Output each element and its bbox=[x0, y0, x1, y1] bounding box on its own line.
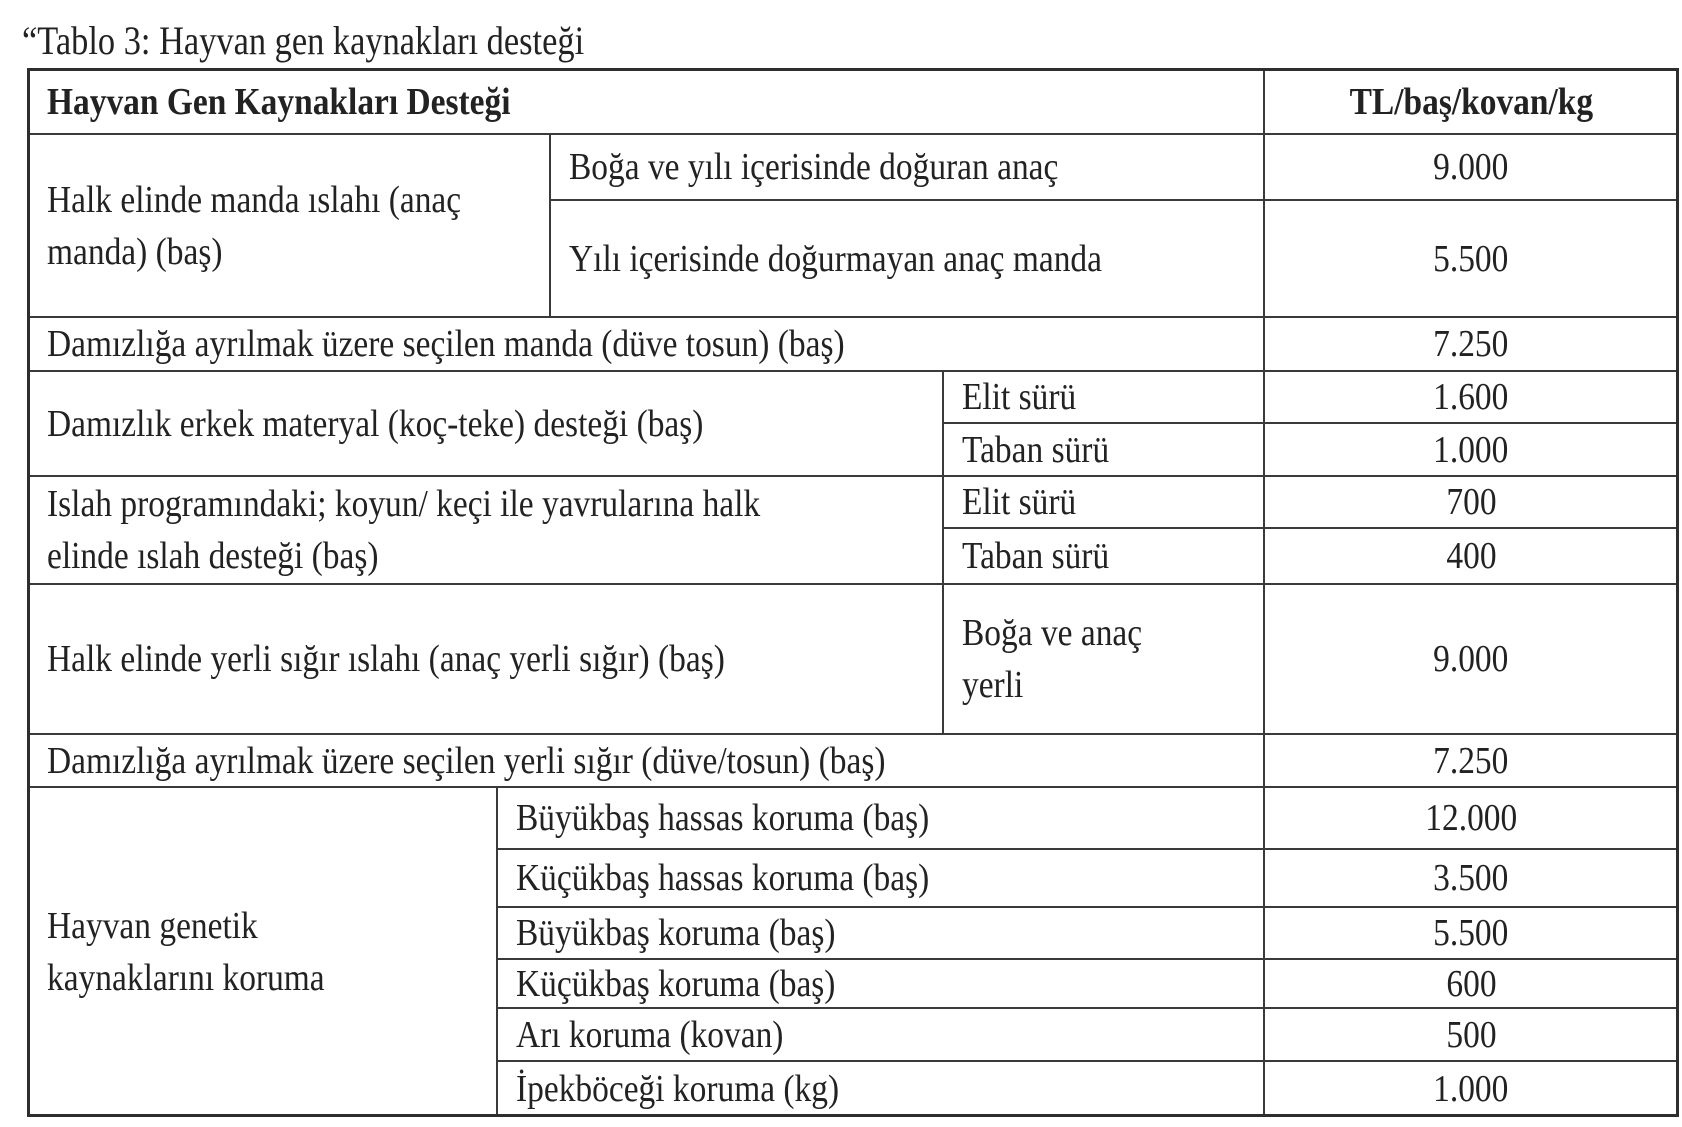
table-row-group bbox=[27, 475, 944, 585]
table-row-group bbox=[27, 370, 944, 477]
row-group-label: Damızlığa ayrılmak üzere seçilen manda (düve tosun) (baş) bbox=[47, 323, 845, 365]
table-caption: “Tablo 3: Hayvan gen kaynakları desteği bbox=[22, 18, 585, 63]
row-item-label: Büyükbaş koruma (baş) bbox=[516, 912, 836, 954]
row-item-label: Büyükbaş hassas koruma (baş) bbox=[516, 797, 930, 839]
table-row-item bbox=[549, 133, 1265, 201]
header-label-cell bbox=[27, 68, 1265, 135]
table-row-group bbox=[27, 133, 551, 318]
table-row-value bbox=[1263, 133, 1679, 201]
row-value: 700 bbox=[1445, 481, 1497, 523]
table-row-item bbox=[496, 786, 1265, 850]
row-value: 400 bbox=[1445, 535, 1497, 577]
table-row-item bbox=[942, 475, 1265, 529]
table-row-item bbox=[496, 1007, 1265, 1062]
header-unit-cell bbox=[1263, 68, 1679, 135]
row-item-label: Taban sürü bbox=[962, 428, 1110, 471]
table-row-group bbox=[27, 583, 944, 735]
table-row-group bbox=[27, 733, 1265, 788]
table-row-value bbox=[1263, 906, 1679, 960]
row-value: 5.500 bbox=[1433, 237, 1509, 280]
row-value: 1.600 bbox=[1433, 376, 1509, 418]
table-row-value bbox=[1263, 958, 1679, 1009]
header-unit: TL/baş/kovan/kg bbox=[1349, 80, 1593, 123]
table-row-value bbox=[1263, 848, 1679, 908]
row-group-label: Hayvan genetik kaynaklarını koruma bbox=[47, 904, 325, 999]
row-group-label: Halk elinde yerli sığır ıslahı (anaç yerli sığır) (baş) bbox=[47, 638, 725, 680]
table-row-value bbox=[1263, 527, 1679, 585]
row-value: 1.000 bbox=[1433, 1067, 1509, 1110]
row-item-label: Taban sürü bbox=[962, 535, 1110, 577]
row-group-label: Halk elinde manda ıslahı (anaç manda) (baş) bbox=[47, 178, 462, 273]
table-row-value bbox=[1263, 1007, 1679, 1062]
row-item-label: Yılı içerisinde doğurmayan anaç manda bbox=[569, 237, 1102, 280]
table-row-value bbox=[1263, 199, 1679, 318]
row-value: 12.000 bbox=[1425, 797, 1517, 839]
row-value: 3.500 bbox=[1433, 857, 1509, 899]
row-value: 9.000 bbox=[1433, 638, 1509, 680]
row-value: 9.000 bbox=[1433, 146, 1509, 188]
row-value: 1.000 bbox=[1433, 428, 1509, 471]
table-row-item bbox=[942, 370, 1265, 424]
table-row-value bbox=[1263, 583, 1679, 735]
row-value: 500 bbox=[1445, 1013, 1497, 1056]
table-row-item bbox=[496, 848, 1265, 908]
table-row-item bbox=[942, 422, 1265, 477]
table-row-value bbox=[1263, 733, 1679, 788]
row-item-label: İpekböceği koruma (kg) bbox=[516, 1067, 840, 1110]
table-row-item bbox=[549, 199, 1265, 318]
row-group-label: Islah programındaki; koyun/ keçi ile yavrularına halk elinde ıslah desteği (baş) bbox=[47, 483, 761, 577]
row-value: 600 bbox=[1445, 962, 1497, 1005]
header-label: Hayvan Gen Kaynakları Desteği bbox=[47, 80, 511, 123]
table-row-group bbox=[27, 786, 498, 1117]
row-item-label: Küçükbaş koruma (baş) bbox=[516, 962, 836, 1005]
table-row-value bbox=[1263, 1060, 1679, 1117]
table-row-value bbox=[1263, 786, 1679, 850]
table-row-group bbox=[27, 316, 1265, 372]
row-item-label: Elit sürü bbox=[962, 376, 1077, 418]
row-item-label: Arı koruma (kovan) bbox=[516, 1013, 784, 1056]
row-group-label: Damızlığa ayrılmak üzere seçilen yerli sığır (düve/tosun) (baş) bbox=[47, 739, 886, 782]
table-row-item bbox=[496, 906, 1265, 960]
row-value: 7.250 bbox=[1433, 739, 1509, 782]
row-group-label: Damızlık erkek materyal (koç-teke) desteği (baş) bbox=[47, 402, 704, 445]
table-row-value bbox=[1263, 422, 1679, 477]
row-item-label: Küçükbaş hassas koruma (baş) bbox=[516, 857, 930, 899]
row-item-label: Boğa ve anaç yerli bbox=[962, 612, 1143, 706]
table-row-item bbox=[942, 527, 1265, 585]
row-value: 5.500 bbox=[1433, 912, 1509, 954]
row-item-label: Boğa ve yılı içerisinde doğuran anaç bbox=[569, 146, 1059, 188]
table-row-item bbox=[496, 1060, 1265, 1117]
table-row-item bbox=[496, 958, 1265, 1009]
table-row-value bbox=[1263, 475, 1679, 529]
table-row-item bbox=[942, 583, 1265, 735]
row-item-label: Elit sürü bbox=[962, 481, 1077, 523]
row-value: 7.250 bbox=[1433, 323, 1509, 365]
table-row-value bbox=[1263, 316, 1679, 372]
table-row-value bbox=[1263, 370, 1679, 424]
